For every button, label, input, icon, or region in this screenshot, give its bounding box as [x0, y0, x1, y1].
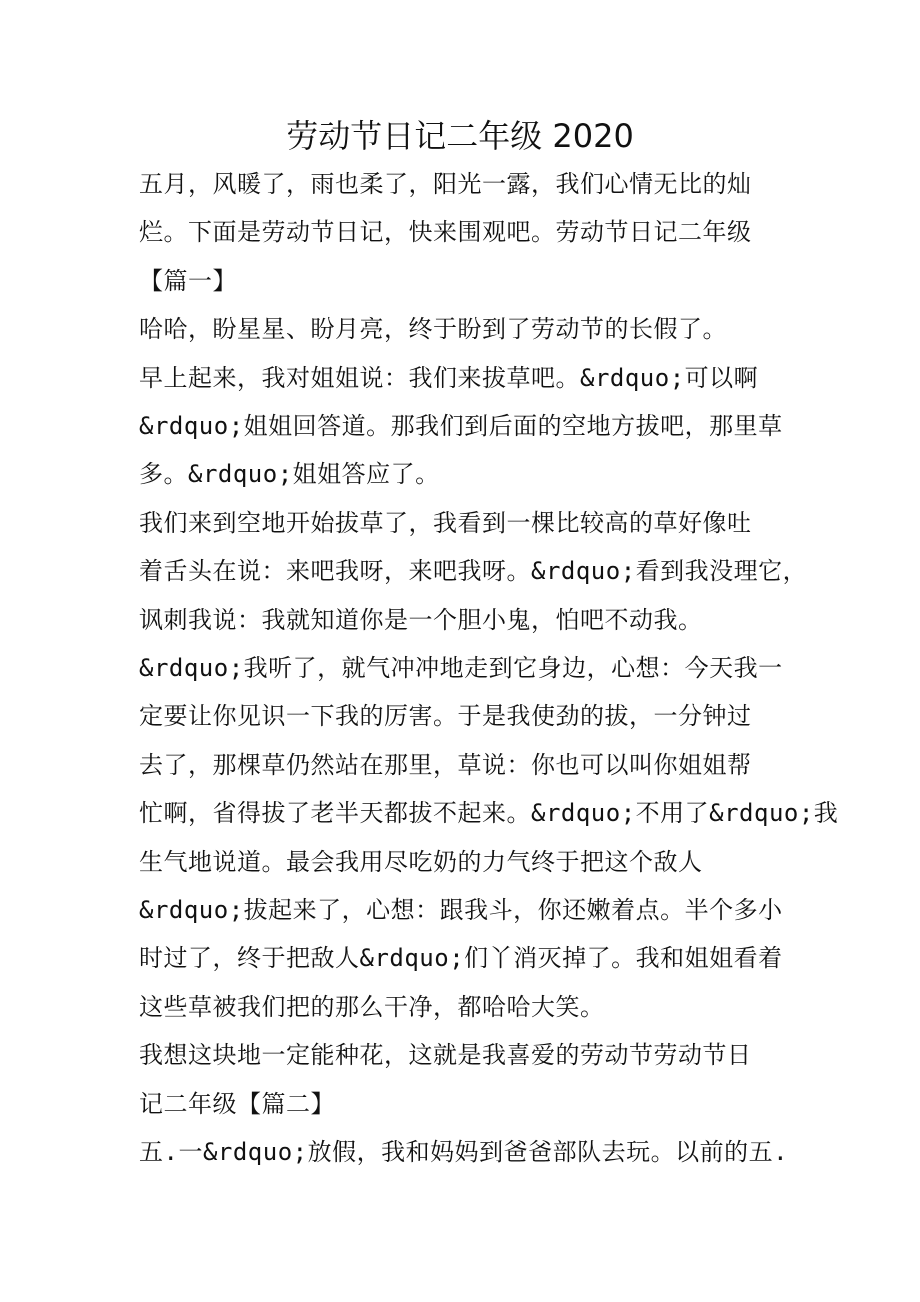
- paragraph-line: 定要让你见识一下我的厉害。于是我使劲的拔，一分钟过: [139, 702, 752, 730]
- section-heading: 【篇一】: [139, 267, 237, 295]
- paragraph-line: 我们来到空地开始拔草了，我看到一棵比较高的草好像吐: [139, 509, 752, 537]
- paragraph-line: &rdquo;拔起来了，心想：跟我斗，你还嫩着点。半个多小: [139, 896, 783, 924]
- paragraph-line: &rdquo;姐姐回答道。那我们到后面的空地方拔吧，那里草: [139, 412, 783, 440]
- paragraph-line: 烂。下面是劳动节日记，快来围观吧。劳动节日记二年级: [139, 218, 752, 246]
- paragraph-line: 这些草被我们把的那么干净，都哈哈大笑。: [139, 993, 605, 1021]
- document-title: 劳动节日记二年级 2020: [286, 117, 634, 155]
- paragraph-line: 五.一&rdquo;放假，我和妈妈到爸爸部队去玩。以前的五.: [139, 1138, 789, 1166]
- paragraph-line: 早上起来，我对姐姐说：我们来拔草吧。&rdquo;可以啊: [139, 364, 759, 392]
- paragraph-line: 时过了，终于把敌人&rdquo;们丫消灭掉了。我和姐姐看着: [139, 944, 783, 972]
- paragraph-line: 我想这块地一定能种花，这就是我喜爱的劳动节劳动节日: [139, 1041, 752, 1069]
- paragraph-line: 记二年级【篇二】: [139, 1090, 335, 1118]
- paragraph-line: 哈哈，盼星星、盼月亮，终于盼到了劳动节的长假了。: [139, 315, 727, 343]
- paragraph-line: 讽刺我说：我就知道你是一个胆小鬼，怕吧不动我。: [139, 606, 703, 634]
- paragraph-line: 忙啊，省得拔了老半天都拔不起来。&rdquo;不用了&rdquo;我: [139, 799, 839, 827]
- paragraph-line: &rdquo;我听了，就气冲冲地走到它身边，心想：今天我一: [139, 654, 783, 682]
- paragraph-line: 生气地说道。最会我用尽吃奶的力气终于把这个敌人: [139, 848, 703, 876]
- paragraph-line: 去了，那棵草仍然站在那里，草说：你也可以叫你姐姐帮: [139, 751, 752, 779]
- paragraph-line: 五月，风暖了，雨也柔了，阳光一露，我们心情无比的灿: [139, 170, 752, 198]
- paragraph-line: 多。&rdquo;姐姐答应了。: [139, 460, 440, 488]
- paragraph-line: 着舌头在说：来吧我呀，来吧我呀。&rdquo;看到我没理它，: [139, 557, 808, 585]
